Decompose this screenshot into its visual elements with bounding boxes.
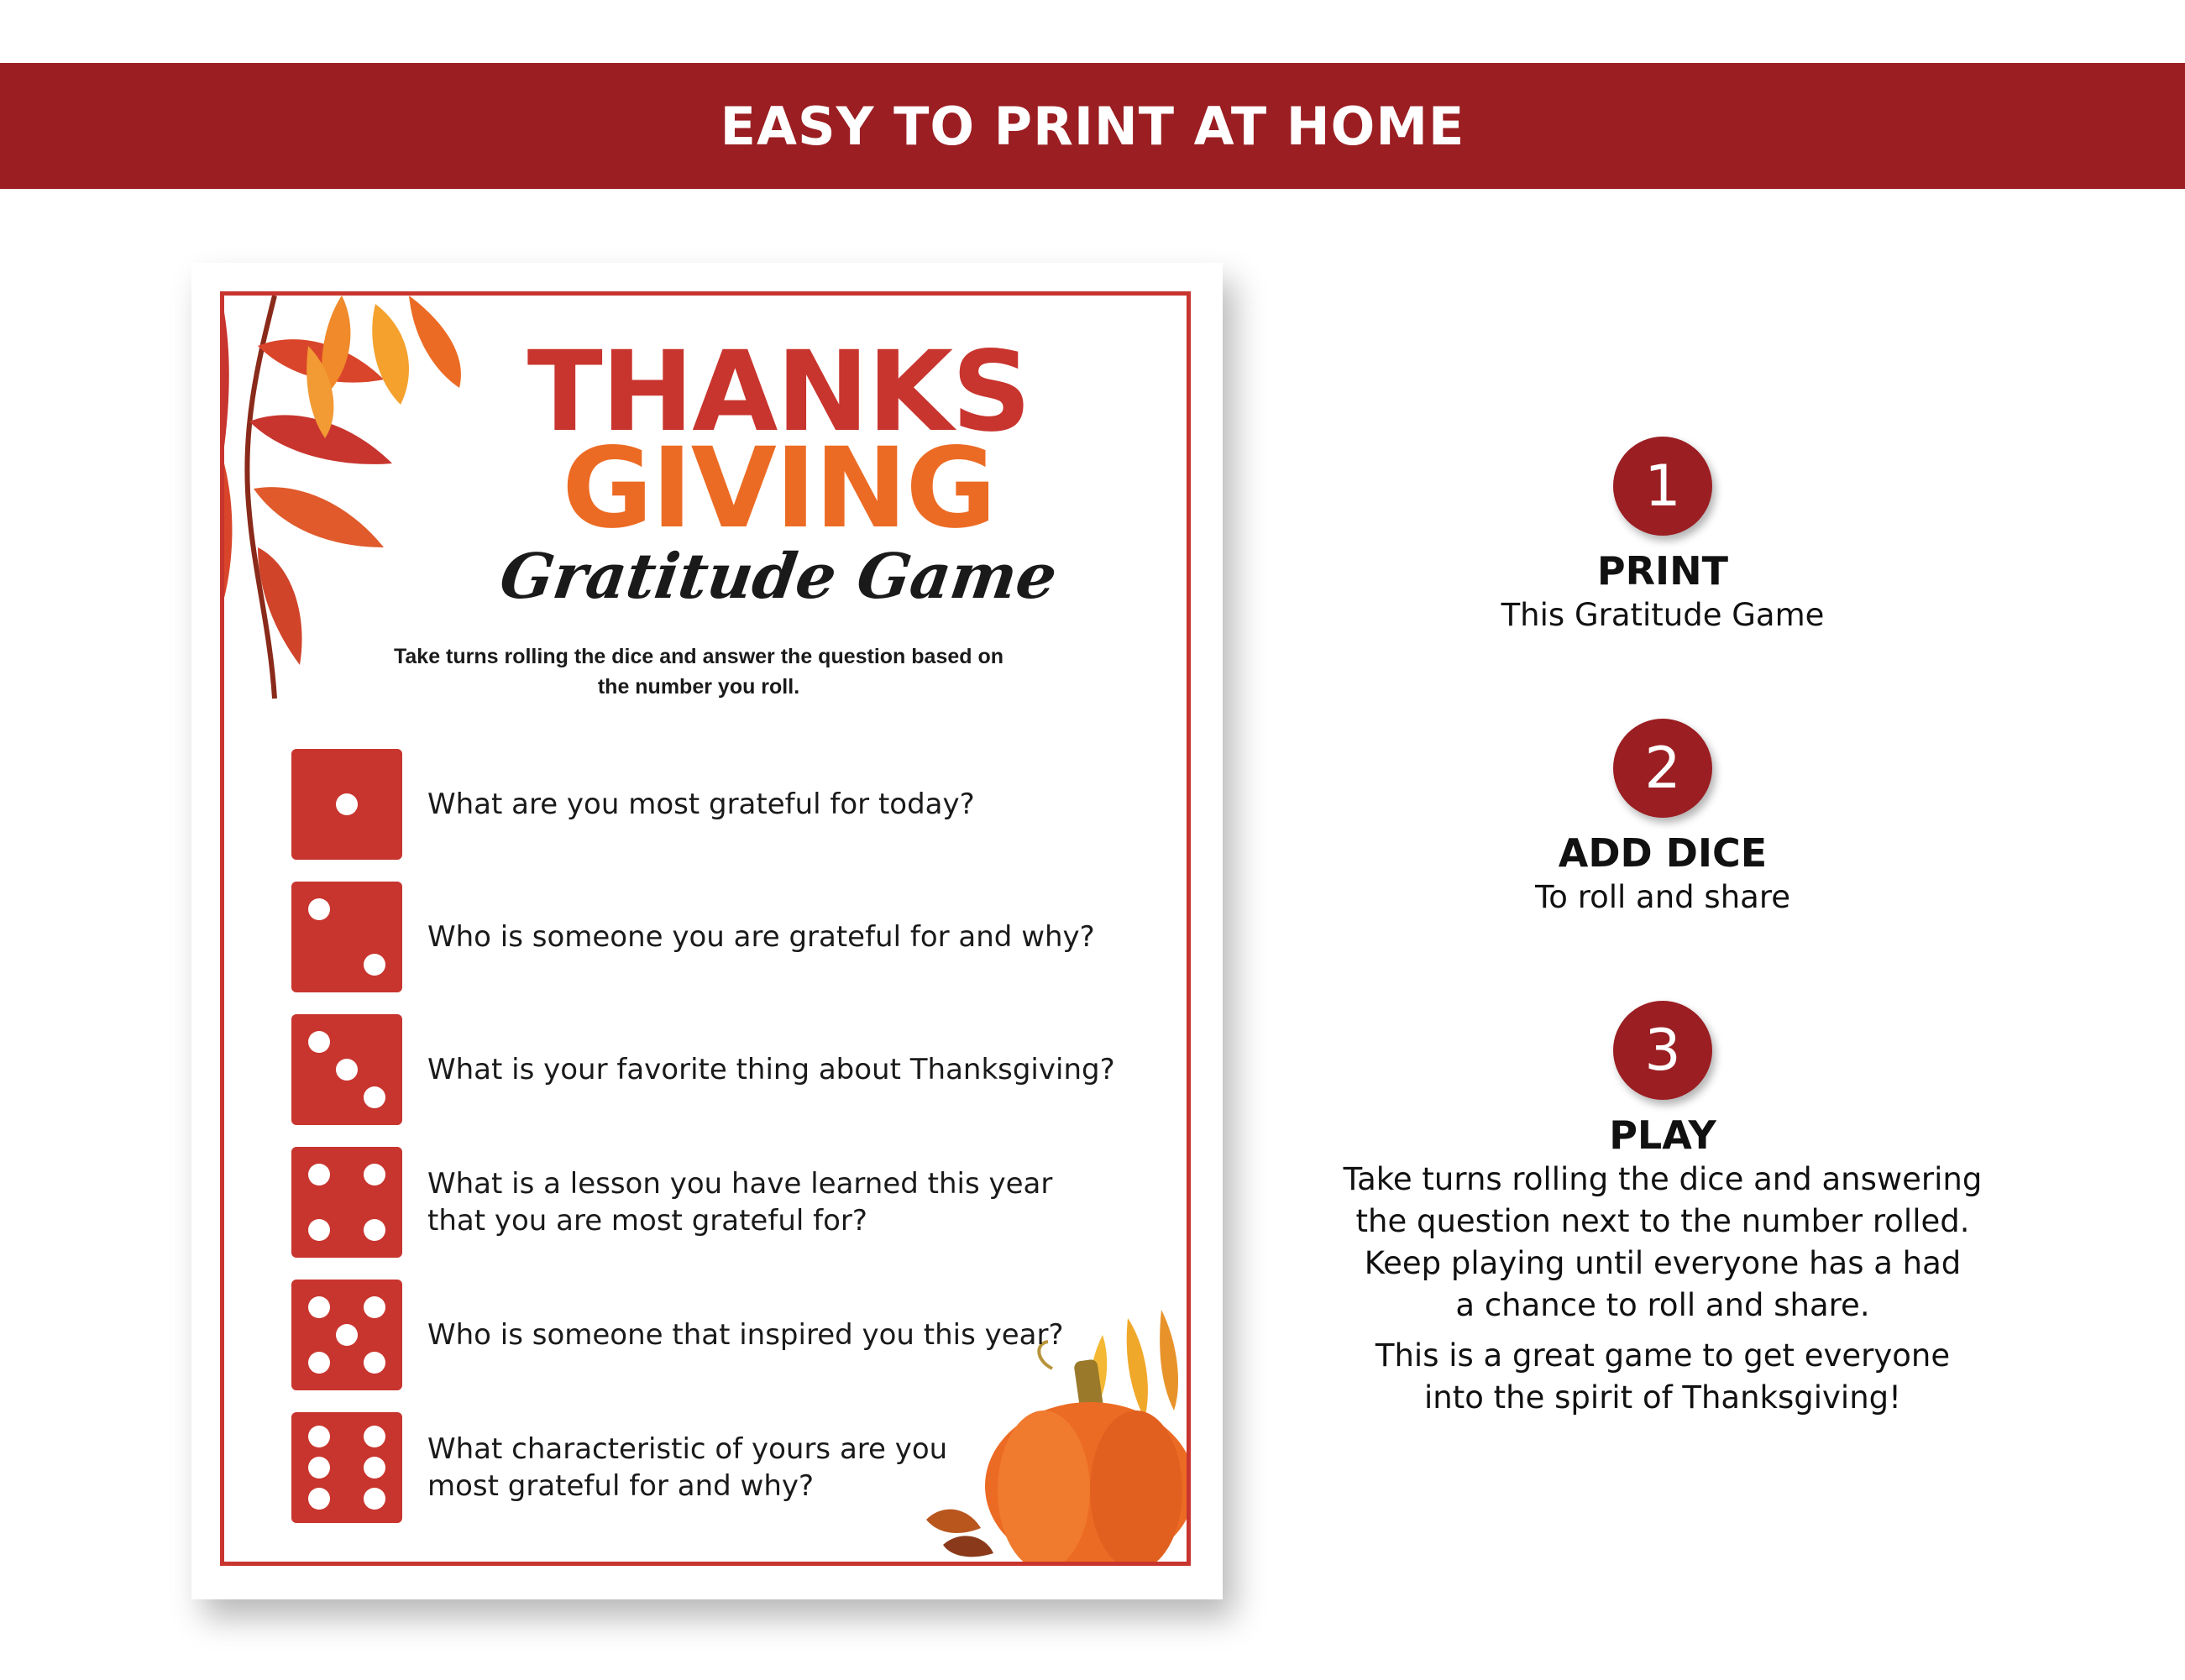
question-text: What characteristic of yours are you most grateful for and why? (427, 1432, 948, 1503)
game-instructions: Take turns rolling the dice and answer the question based on the number you roll. (393, 645, 1004, 699)
step-number-badge: 1 (1613, 437, 1712, 536)
question-text: Who is someone that inspired you this year? (427, 1318, 1064, 1352)
die-four-icon (291, 1147, 402, 1258)
step-number-badge: 2 (1613, 719, 1712, 818)
step-2 (1310, 719, 2015, 919)
top-banner (0, 63, 2185, 189)
step-closing-note: This is a great game to get everyone into the spirit of Thanksgiving! (1375, 1337, 1951, 1416)
step-title: PRINT (1596, 548, 1729, 594)
step-description: This Gratitude Game (1501, 597, 1825, 633)
step-description: To roll and share (1534, 879, 1790, 915)
step-3 (1310, 1001, 2015, 1419)
question-row-1 (291, 749, 1165, 860)
question-row-4 (291, 1147, 1165, 1258)
question-text: What is a lesson you have learned this year that you are most grateful for? (427, 1167, 1053, 1238)
step-description: Take turns rolling the dice and answering the question next to the number rolled. Keep playing until everyone has a had a chance to roll and share. (1343, 1161, 1983, 1323)
die-six-icon (291, 1412, 402, 1523)
die-two-icon (291, 882, 402, 992)
title-giving: GIVING (562, 424, 995, 553)
question-row-5 (291, 1280, 1165, 1390)
question-text: Who is someone you are grateful for and why? (427, 920, 1095, 954)
banner-title: EASY TO PRINT AT HOME (720, 95, 1465, 157)
die-five-icon (291, 1280, 402, 1390)
step-1 (1310, 437, 2015, 636)
step-title: PLAY (1609, 1112, 1716, 1158)
step-number-badge: 3 (1613, 1001, 1712, 1100)
die-one-icon (291, 749, 402, 860)
question-text: What are you most grateful for today? (427, 788, 975, 821)
die-three-icon (291, 1014, 402, 1125)
question-text: What is your favorite thing about Thanksgiving? (427, 1053, 1115, 1086)
printable-frame (220, 291, 1191, 1566)
question-row-6 (291, 1412, 1165, 1523)
title-gratitude-game: Gratitude Game (495, 541, 1061, 613)
step-title: ADD DICE (1558, 830, 1768, 876)
title-thanks: THANKS (527, 327, 1030, 457)
question-row-2 (291, 882, 1165, 992)
question-row-3 (291, 1014, 1165, 1125)
printable-sheet (191, 263, 1223, 1599)
